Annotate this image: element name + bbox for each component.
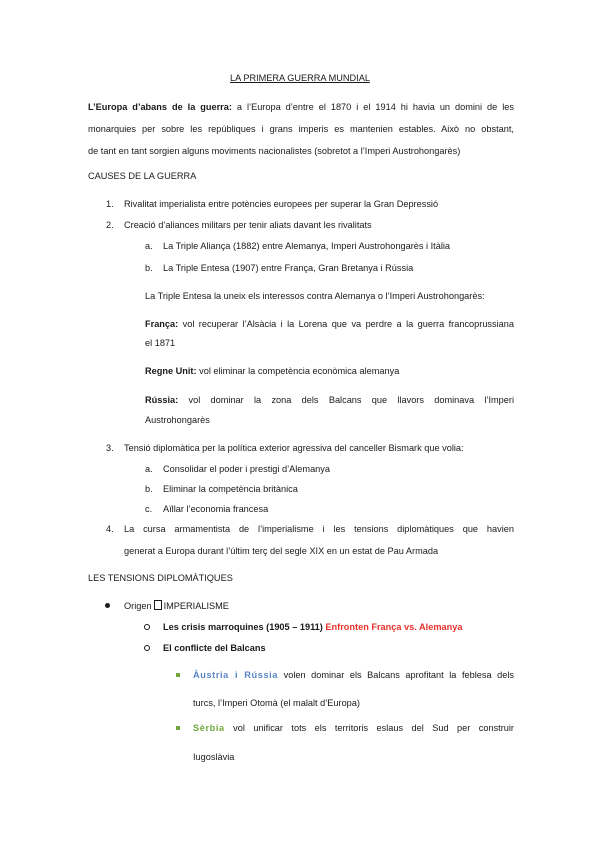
balcans-label: El conflicte del Balcans <box>163 643 266 653</box>
intro-line-1 <box>88 101 514 113</box>
cause-2a-text: La Triple Aliança (1882) entre Alemanya, Imperi Austrohongarès i Itàlia <box>163 241 451 251</box>
list-number: 2. <box>106 220 114 230</box>
russia-label: Rússia: <box>145 395 179 405</box>
austria-highlight: Àustria i Rússia <box>193 670 279 680</box>
origin-value: IMPERIALISME <box>163 601 229 611</box>
austria-line-1 <box>193 669 514 681</box>
serbia-line-2: Iugoslàvia <box>193 752 235 762</box>
bullet-icon <box>144 624 150 630</box>
cause-4-line-2: generat a Europa durant l’últim terç del segle XIX en un estat de Pau Armada <box>124 546 439 556</box>
list-letter: b. <box>145 263 153 273</box>
cause-3b-text: Eliminar la competència britànica <box>163 484 298 494</box>
page-title: LA PRIMERA GUERRA MUNDIAL <box>230 73 370 83</box>
bullet-icon <box>105 603 110 608</box>
balcans-line <box>163 642 266 654</box>
russia-text: vol dominar la zona dels Balcans que llavors dominava l’Imperi <box>188 395 514 405</box>
intro-text-1: a l’Europa d’entre el 1870 i el 1914 hi havia un domini de les <box>236 102 514 112</box>
cause-1-text: Rivalitat imperialista entre potències europees per superar la Gran Depressió <box>124 199 439 209</box>
regne-text: vol eliminar la competència econòmica alemanya <box>199 366 400 376</box>
tensions-heading: LES TENSIONS DIPLOMÀTIQUES <box>88 573 233 583</box>
regne-label: Regne Unit: <box>145 366 197 376</box>
cause-2-text: Creació d’aliances militars per tenir aliats davant les rivalitats <box>124 220 372 230</box>
crisis-highlight: Enfronten França vs. Alemanya <box>325 622 463 632</box>
list-number: 1. <box>106 199 114 209</box>
crisis-line <box>163 621 462 633</box>
serbia-highlight: Sèrbia <box>193 723 225 733</box>
serbia-line-1 <box>193 722 514 734</box>
cause-4-line-1: La cursa armamentista de l’imperialisme i les tensions diplomàtiques que havien <box>124 524 514 534</box>
regne-line <box>145 365 399 377</box>
origin-line <box>124 600 229 612</box>
austria-line-2: turcs, l’Imperi Otomà (el malalt d’Europa) <box>193 698 360 708</box>
intro-label: L’Europa d’abans de la guerra: <box>88 102 232 112</box>
causes-heading: CAUSES DE LA GUERRA <box>88 171 197 181</box>
cause-3c-text: Aïllar l’economia francesa <box>163 504 269 514</box>
bullet-icon <box>144 645 150 651</box>
cause-2b-text: La Triple Entesa (1907) entre França, Gran Bretanya i Rússia <box>163 263 414 273</box>
crisis-label: Les crisis marroquines (1905 – 1911) <box>163 622 323 632</box>
bullet-icon <box>176 726 180 730</box>
franca-text: vol recuperar l’Alsàcia i la Lorena que va perdre a la guerra francoprussiana <box>182 319 514 329</box>
franca-line-2: el 1871 <box>145 338 176 348</box>
list-letter: a. <box>145 464 153 474</box>
bullet-icon <box>176 673 180 677</box>
list-letter: a. <box>145 241 153 251</box>
austria-text: volen dominar els Balcans aprofitant la feblesa dels <box>283 670 514 680</box>
serbia-text: vol unificar tots els territoris eslaus del Sud per construir <box>233 723 514 733</box>
origin-label: Origen <box>124 601 152 611</box>
list-number: 4. <box>106 524 114 534</box>
arrow-glyph-icon <box>154 600 162 610</box>
intro-line-2: monarquies per sobre les repúbliques i grans imperis es mantenien estables. Això no obstant, <box>88 124 514 134</box>
cause-3a-text: Consolidar el poder i prestigi d’Alemanya <box>163 464 330 474</box>
franca-label: França: <box>145 319 179 329</box>
list-number: 3. <box>106 443 114 453</box>
franca-line-1 <box>145 318 514 330</box>
russia-line-2: Austrohongarès <box>145 415 210 425</box>
intro-line-3: de tant en tant sorgien alguns moviments nacionalistes (sobretot a l’Imperi Austrohongarès) <box>88 146 461 156</box>
list-letter: c. <box>145 504 153 514</box>
cause-3-text: Tensió diplomàtica per la política exterior agressiva del canceller Bismark que volia: <box>124 443 464 453</box>
list-letter: b. <box>145 484 153 494</box>
entesa-note: La Triple Entesa la uneix els interessos contra Alemanya o l’Imperi Austrohongarès: <box>145 291 485 301</box>
russia-line-1 <box>145 394 514 406</box>
